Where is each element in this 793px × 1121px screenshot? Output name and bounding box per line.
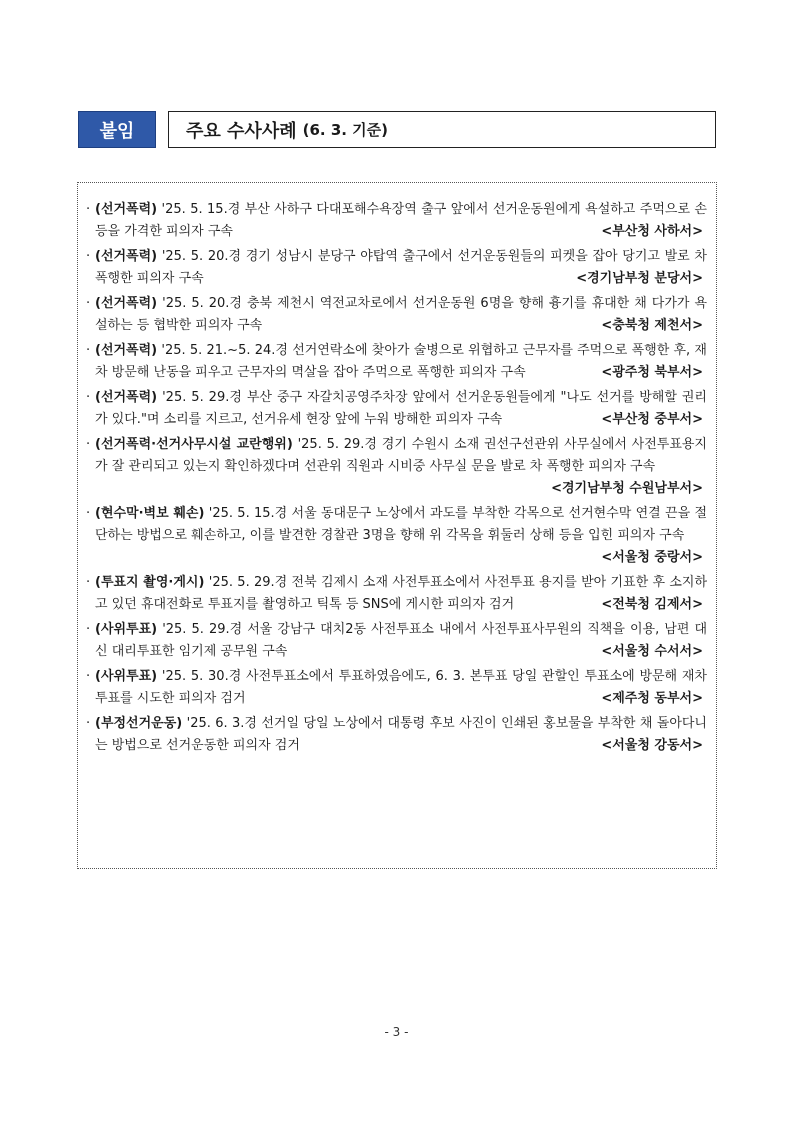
case-agency: <제주청 동부서> bbox=[601, 691, 703, 706]
case-item bbox=[87, 572, 707, 616]
case-item bbox=[87, 246, 707, 290]
case-item bbox=[87, 666, 707, 710]
case-text: '25. 5. 21.~5. 24.경 선거연락소에 찾아가 술병으로 위협하고 근무자를 주먹으로 폭행한 후, 재차 방문해 난동을 피우고 근무자의 멱살을 잡아 주먹으로 폭행한 피의자 구속 bbox=[95, 343, 707, 380]
case-category: (선거폭력) bbox=[95, 343, 158, 358]
case-item bbox=[87, 713, 707, 757]
bullet-dot: · bbox=[86, 390, 91, 405]
case-text: '25. 5. 29.경 부산 중구 자갈치공영주차장 앞에서 선거운동원들에게 "나도 선거를 방해할 권리가 있다."며 소리를 지르고, 선거유세 현장 앞에 누워 방해한 피의자 구속 bbox=[95, 390, 707, 427]
case-agency: <경기남부청 수원남부서> bbox=[551, 481, 703, 496]
bullet-dot: · bbox=[86, 437, 91, 452]
case-list bbox=[77, 182, 717, 869]
case-item bbox=[87, 199, 707, 243]
page-title: 주요 수사사례 bbox=[186, 120, 297, 142]
page-number: - 3 - bbox=[384, 1025, 409, 1039]
case-text: '25. 5. 29.경 경기 수원시 소재 권선구선관위 사무실에서 사전투표용지가 잘 관리되고 있는지 확인하겠다며 선관위 직원과 시비중 사무실 문을 발로 차 폭행한 피의자 구속 bbox=[95, 437, 707, 474]
bullet-dot: · bbox=[86, 343, 91, 358]
bullet-dot: · bbox=[86, 716, 91, 731]
case-category: (선거폭력) bbox=[95, 249, 158, 264]
bullet-dot: · bbox=[86, 669, 91, 684]
case-text: '25. 5. 15.경 서울 동대문구 노상에서 과도를 부착한 각목으로 선거현수막 연결 끈을 절단하는 방법으로 훼손하고, 이를 발견한 경찰관 3명을 향해 위 각목을 휘둘러 상해 등을 입힌 피의자 구속 bbox=[95, 506, 707, 543]
attachment-badge: 붙임 bbox=[78, 111, 156, 148]
case-text: '25. 5. 20.경 경기 성남시 분당구 야탑역 출구에서 선거운동원들의 피켓을 잡아 당기고 발로 차 폭행한 피의자 구속 bbox=[95, 249, 707, 286]
case-agency: <충북청 제천서> bbox=[601, 318, 703, 333]
page-subtitle: (6. 3. 기준) bbox=[302, 121, 389, 139]
case-agency: <서울청 강동서> bbox=[601, 738, 703, 753]
bullet-dot: · bbox=[86, 575, 91, 590]
bullet-dot: · bbox=[86, 622, 91, 637]
case-item bbox=[87, 434, 707, 500]
case-agency: <광주청 북부서> bbox=[601, 365, 703, 380]
bullet-dot: · bbox=[86, 249, 91, 264]
case-text: '25. 6. 3.경 선거일 당일 노상에서 대통령 후보 사진이 인쇄된 홍보물을 부착한 채 돌아다니는 방법으로 선거운동한 피의자 검거 bbox=[95, 716, 707, 753]
bullet-dot: · bbox=[86, 296, 91, 311]
case-category: (선거폭력·선거사무시설 교란행위) bbox=[95, 437, 293, 452]
case-category: (선거폭력) bbox=[95, 296, 158, 311]
bullet-dot: · bbox=[86, 202, 91, 217]
case-category: (사위투표) bbox=[95, 669, 158, 684]
case-item bbox=[87, 619, 707, 663]
case-agency: <서울청 수서서> bbox=[601, 644, 703, 659]
case-category: (투표지 촬영·게시) bbox=[95, 575, 205, 590]
case-category: (부정선거운동) bbox=[95, 716, 183, 731]
title-box bbox=[168, 111, 716, 148]
case-text: '25. 5. 29.경 서울 강남구 대치2동 사전투표소 내에서 사전투표사무원의 직책을 이용, 남편 대신 대리투표한 임기제 공무원 구속 bbox=[95, 622, 707, 659]
case-text: '25. 5. 30.경 사전투표소에서 투표하였음에도, 6. 3. 본투표 당일 관할인 투표소에 방문해 재차 투표를 시도한 피의자 검거 bbox=[95, 669, 707, 706]
case-category: (현수막·벽보 훼손) bbox=[95, 506, 205, 521]
case-agency: <전북청 김제서> bbox=[601, 597, 703, 612]
case-text: '25. 5. 29.경 전북 김제시 소재 사전투표소에서 사전투표 용지를 받아 기표한 후 소지하고 있던 휴대전화로 투표지를 촬영하고 틱톡 등 SNS에 게시한 피의자 검거 bbox=[95, 575, 707, 612]
case-category: (선거폭력) bbox=[95, 390, 158, 405]
case-agency: <부산청 중부서> bbox=[601, 412, 703, 427]
case-category: (사위투표) bbox=[95, 622, 158, 637]
bullet-dot: · bbox=[86, 506, 91, 521]
case-item bbox=[87, 503, 707, 569]
case-item bbox=[87, 387, 707, 431]
case-text: '25. 5. 20.경 충북 제천시 역전교차로에서 선거운동원 6명을 향해 흉기를 휴대한 채 다가가 욕설하는 등 협박한 피의자 구속 bbox=[95, 296, 707, 333]
case-agency: <부산청 사하서> bbox=[601, 224, 703, 239]
case-item bbox=[87, 340, 707, 384]
attachment-header bbox=[78, 111, 716, 148]
case-agency: <서울청 중랑서> bbox=[601, 550, 703, 565]
case-text: '25. 5. 15.경 부산 사하구 다대포해수욕장역 출구 앞에서 선거운동원에게 욕설하고 주먹으로 손등을 가격한 피의자 구속 bbox=[95, 202, 707, 239]
case-category: (선거폭력) bbox=[95, 202, 158, 217]
case-agency: <경기남부청 분당서> bbox=[576, 271, 703, 286]
case-item bbox=[87, 293, 707, 337]
